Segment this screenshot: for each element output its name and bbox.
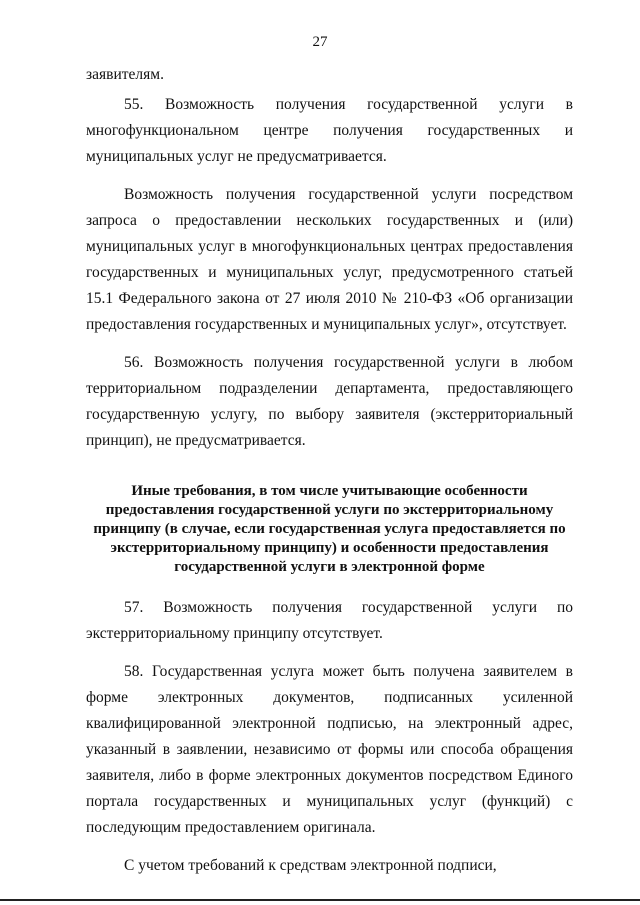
section-heading: Иные требования, в том числе учитывающие особенности предоставления государственной услуги по экстерриториальному принципу (в случае, если государственная услуга предоставляется по экстерриториальному принципу) и особенности предоставления государственной услуги в электронной форме <box>93 483 566 575</box>
paragraph-58: 58. Государственная услуга может быть получена заявителем в форме электронных документов, подписанных усиленной квалифицированной электронной подписью, на электронный адрес, указанный в заявлении, независимо от формы или способа обращения заявителя, либо в форме электронных документов посредством Единого портала государственных и муниципальных услуг (функций) с последующим предоставлением оригинала. <box>86 663 573 836</box>
document-body <box>86 62 573 891</box>
bottom-scan-edge <box>0 899 640 901</box>
paragraph-58-signature: С учетом требований к средствам электронной подписи, <box>124 857 497 874</box>
paragraph-57: 57. Возможность получения государственной услуги по экстерриториальному принципу отсутствует. <box>86 599 573 642</box>
paragraph-55-mfc: Возможность получения государственной услуги посредством запроса о предоставлении нескольких государственных и (или) муниципальных услуг в многофункциональных центрах предоставления государственных и муниципальных услуг, предусмотренного статьей 15.1 Федерального закона от 27 июля 2010 № 210-ФЗ «Об организации предоставления государственных и муниципальных услуг», отсутствует. <box>86 186 573 333</box>
paragraph-56: 56. Возможность получения государственной услуги в любом территориальном подразделении департамента, предоставляющего государственную услугу, по выбору заявителя (экстерриториальный принцип), не предусматривается. <box>86 354 573 449</box>
paragraph-55: 55. Возможность получения государственной услуги в многофункциональном центре получения государственных и муниципальных услуг не предусматривается. <box>86 96 573 165</box>
paragraph-continuation: заявителям. <box>86 66 164 83</box>
page-number: 27 <box>312 34 328 50</box>
